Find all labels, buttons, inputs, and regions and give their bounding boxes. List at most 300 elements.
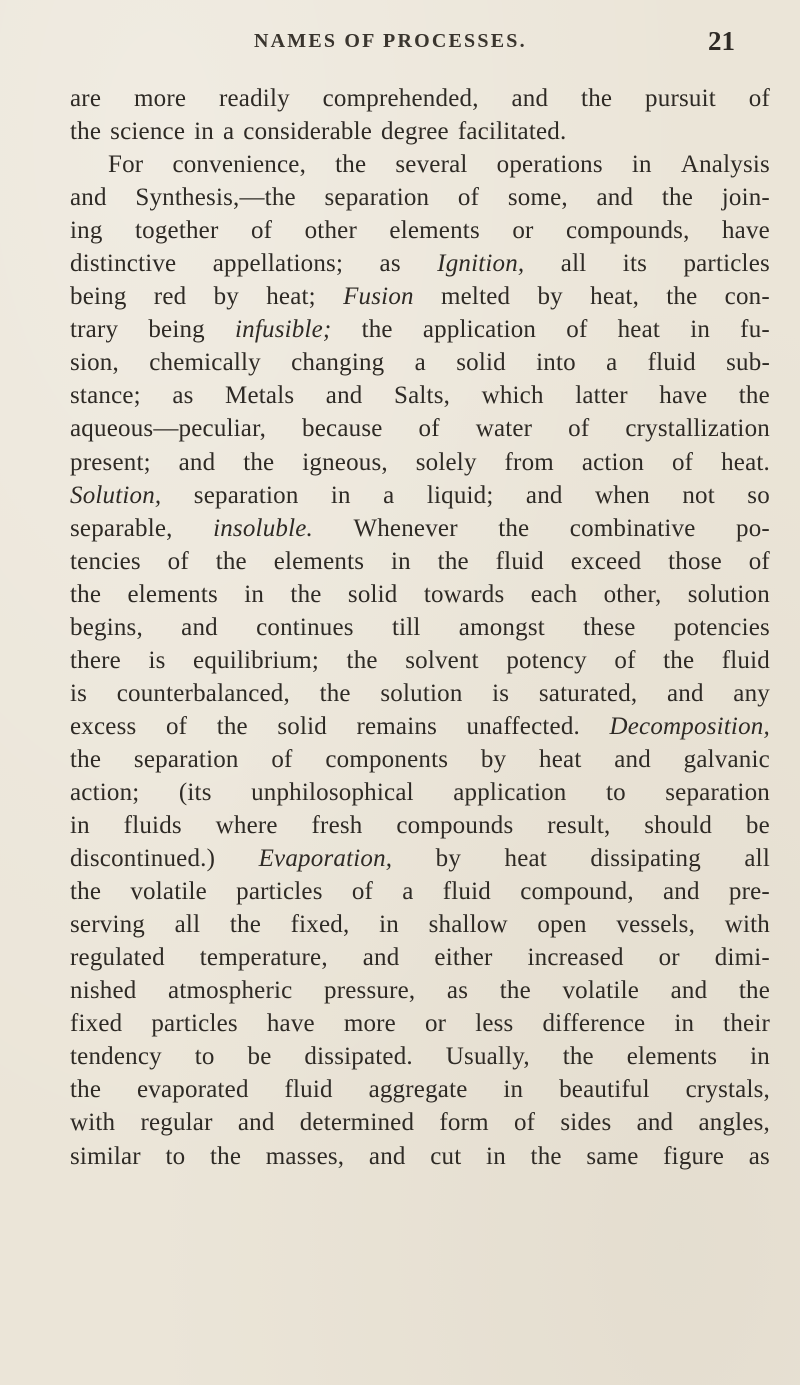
word: latter [575,382,628,410]
word: elements [273,547,365,575]
word: the [209,1142,242,1170]
word: exceed [570,547,642,575]
word: fluid [495,547,544,575]
word: regular [140,1109,213,1137]
text-line [70,1040,770,1073]
word: the [70,580,102,608]
word: and [178,448,216,476]
word: or [424,1010,447,1038]
word: vessels, [616,911,696,939]
word: operations [496,151,603,179]
word: other [304,217,357,245]
text-line [70,677,770,710]
word: and [670,977,708,1005]
word: some, [507,184,568,212]
word: heat [539,745,582,773]
word: heat; [266,283,316,311]
word: heat, [590,283,640,311]
word: open [537,911,587,939]
word: to [605,778,626,806]
text-line [70,1007,770,1040]
word: is [492,679,510,707]
word: Analysis [680,151,770,179]
word: sides [560,1109,612,1137]
word: towards [423,580,505,608]
word: in [330,481,351,509]
word: Fusion [343,283,414,311]
word: in [194,118,214,146]
word: there [70,646,121,674]
text-line [70,379,770,412]
running-head [0,26,800,58]
word: continues [256,613,354,641]
word: the [666,283,698,311]
word: because [302,415,383,443]
word: of [457,184,480,212]
word: in [674,1010,695,1038]
word: being [70,283,127,311]
word: these [583,613,636,641]
word: fluids [123,812,182,840]
word: and [368,1142,406,1170]
word: and [70,184,107,212]
word: the [562,1043,594,1071]
word: separable, [70,514,173,542]
text-line [70,313,770,346]
word: the [581,85,613,112]
word: the [738,382,770,410]
word: changing [291,349,385,377]
word: same [586,1142,639,1170]
text-line [70,1106,770,1139]
word: and [511,85,549,112]
word: insoluble. [213,514,313,542]
word: or [512,217,534,245]
word: sion, [70,349,119,377]
text-line [70,908,770,941]
word: temperature, [199,944,328,972]
word: with [70,1109,116,1137]
text-line [70,776,770,809]
word: and [666,679,704,707]
word: chemically [149,349,261,377]
word: compounds, [566,217,690,245]
word: readily [218,85,290,112]
word: the [663,646,695,674]
word: solid [456,349,506,377]
word: the [499,977,531,1005]
text-line [70,479,770,512]
word: the [346,646,378,674]
word: counterbalanced, [116,679,290,707]
word: begins, [70,613,143,641]
body-text [70,82,770,1173]
text-line [70,710,770,743]
word: from [504,448,554,476]
text-line [70,578,770,611]
word: solution [380,679,463,707]
word: igneous, [302,448,388,476]
word: distinctive [70,250,177,278]
word: unphilosophical [251,778,414,806]
word: appellations; [212,250,344,278]
word: and [237,1109,275,1137]
word: not [682,481,715,509]
word: either [434,944,493,972]
text-line [70,809,770,842]
word: determined [299,1109,415,1137]
word: more [133,85,187,112]
word: as [379,250,401,278]
word: cut [430,1142,462,1170]
word: are [70,85,102,112]
word: infusible; [235,316,332,344]
word: the [738,977,770,1005]
word: of [568,415,590,443]
word: a [402,878,414,906]
word: unaffected. [466,712,580,740]
word: red [153,283,187,311]
text-line [70,346,770,379]
word: fluid [721,646,770,674]
word: less [475,1010,514,1038]
word: considerable [243,118,373,146]
word: Whenever [353,514,458,542]
word: Synthesis,—the [135,184,296,212]
word: saturated, [538,679,638,707]
word: the [530,1142,562,1170]
word: separation [324,184,430,212]
word: melted [440,283,511,311]
word: the [229,911,261,939]
text-line [70,842,770,875]
word: in [70,812,90,840]
word: by [537,283,563,311]
word: where [215,812,278,840]
word: nished [70,977,137,1005]
word: their [723,1010,770,1038]
word: of [566,316,588,344]
word: all [744,845,770,873]
word: the [70,745,102,773]
word: serving [70,911,145,939]
word: separation [133,745,239,773]
word: science [110,118,186,146]
word: have [721,217,770,245]
word: in [244,580,265,608]
word: a [383,481,395,509]
word: remains [356,712,438,740]
word: being [148,316,205,344]
word: amongst [458,613,545,641]
word: with [724,911,770,939]
word: in [690,316,711,344]
word: in [486,1142,506,1170]
word: potency [506,646,587,674]
word: similar [70,1142,141,1170]
word: form [439,1109,489,1137]
word: beautiful [559,1076,650,1104]
word: difference [542,1010,646,1038]
word: of [250,217,273,245]
word: action [581,448,645,476]
word: Usually, [445,1043,530,1071]
text-line [70,214,770,247]
word: degree [381,118,449,146]
word: as [172,382,194,410]
word: convenience, [172,151,307,179]
word: more [343,1010,396,1038]
word: join- [721,184,770,212]
word: fresh [311,812,363,840]
word: in [379,911,399,939]
word: dissipated. [304,1043,413,1071]
text-line [70,974,770,1007]
word: the [243,448,275,476]
word: Metals [225,382,295,410]
word: to [165,1142,186,1170]
word: dissipating [590,845,701,873]
word: Solution, [70,481,162,509]
word: figure [663,1142,725,1170]
word: the [319,679,351,707]
word: ing [70,217,103,245]
word: crystallization [625,415,770,443]
word: excess [70,712,137,740]
word: be [247,1043,272,1071]
word: present; [70,448,151,476]
page-number: 21 [708,26,735,56]
word: of [165,712,188,740]
text-line [70,941,770,974]
word: be [745,812,770,840]
word: For [108,151,144,179]
word: aggregate [368,1076,468,1104]
word: the [361,316,393,344]
word: fixed, [290,911,350,939]
word: water [475,415,533,443]
text-line [70,412,770,445]
word: have [266,1010,315,1038]
word: particles [236,878,323,906]
word: which [481,382,544,410]
word: fluid [647,349,696,377]
word: and [181,613,218,641]
text-line [70,247,770,280]
word: fluid [284,1076,333,1104]
word: so [747,481,770,509]
word: and [596,184,634,212]
running-title: NAMES OF PROCESSES. [254,30,527,52]
word: when [595,481,650,509]
word: of [748,85,770,112]
word: by [480,745,507,773]
word: the [290,580,322,608]
word: Decomposition, [609,712,770,740]
word: particles [683,250,770,278]
word: Evaporation, [258,845,393,873]
text-line [70,545,770,578]
word: by [213,283,239,311]
word: pressure, [324,977,416,1005]
word: its [622,250,648,278]
text-line [70,611,770,644]
word: fu- [740,316,770,344]
word: several [395,151,468,179]
word: of [671,448,694,476]
word: of [418,415,440,443]
word: as [748,1142,770,1170]
word: shallow [428,911,508,939]
word: regulated [70,944,165,972]
word: galvanic [683,745,770,773]
word: each [530,580,578,608]
word: result, [547,812,611,840]
word: all [174,911,201,939]
word: particles [151,1010,238,1038]
word: of [513,1109,536,1137]
word: and [325,382,363,410]
word: heat [504,845,547,873]
text-line [70,148,770,181]
word: compound, [520,878,634,906]
word: elements [389,217,480,245]
word: fixed [70,1010,123,1038]
word: po- [736,514,770,542]
word: and [662,878,700,906]
word: atmospheric [168,977,293,1005]
word: in [750,1043,770,1071]
word: dimi- [714,944,770,972]
text-line [70,644,770,677]
word: Ignition, [437,250,525,278]
word: in [390,547,411,575]
word: other, [603,580,662,608]
word: tendency [70,1043,162,1071]
word: aqueous—peculiar, [70,415,267,443]
word: solid [277,712,327,740]
word: the [437,547,469,575]
word: elements [626,1043,718,1071]
word: the [215,547,247,575]
word: the [335,151,367,179]
word: any [733,679,770,707]
word: separation [665,778,770,806]
word: solid [347,580,398,608]
word: combinative [569,514,696,542]
word: and [362,944,400,972]
word: evaporated [137,1076,249,1104]
text-line [70,115,770,148]
word: con- [724,283,770,311]
word: stance; [70,382,141,410]
word: elements [127,580,218,608]
word: volatile [562,977,640,1005]
word: compounds [396,812,514,840]
word: of [271,745,293,773]
word: crystals, [685,1076,770,1104]
word: of [748,547,770,575]
word: discontinued.) [70,845,216,873]
word: of [167,547,189,575]
word: is [148,646,166,674]
word: of [351,878,374,906]
word: liquid; [426,481,494,509]
word: and [525,481,563,509]
word: trary [70,316,119,344]
word: those [668,547,722,575]
word: application [453,778,567,806]
word: by [435,845,462,873]
word: heat. [721,448,770,476]
text-line [70,82,770,115]
word: the [216,712,248,740]
word: facilitated. [457,118,567,146]
text-line [70,875,770,908]
word: till [391,613,421,641]
word: is [70,679,88,707]
word: pursuit [645,85,716,112]
word: pre- [728,878,770,906]
text-line [70,512,770,545]
word: and [614,745,651,773]
word: potencies [673,613,770,641]
word: solvent [405,646,479,674]
word: fluid [442,878,491,906]
word: a [414,349,426,377]
text-line [70,280,770,313]
word: separation [193,481,299,509]
word: into [536,349,576,377]
word: the [661,184,694,212]
word: action; [70,778,140,806]
word: as [446,977,469,1005]
word: comprehended, [322,85,479,112]
word: the [70,878,102,906]
word: should [644,812,713,840]
text-line [70,743,770,776]
word: heat [617,316,661,344]
word: solely [415,448,477,476]
word: Salts, [394,382,451,410]
word: solution [687,580,770,608]
word: the [498,514,530,542]
word: together [134,217,219,245]
text-line [70,446,770,479]
word: the [70,118,102,146]
word: of [614,646,636,674]
word: a [222,118,235,146]
word: application [422,316,537,344]
text-line [70,1140,770,1173]
word: equilibrium; [193,646,320,674]
text-line [70,181,770,214]
word: in [503,1076,524,1104]
word: tencies [70,547,141,575]
word: components [325,745,449,773]
word: (its [178,778,212,806]
word: and [636,1109,674,1137]
text-line [70,1073,770,1106]
word: in [631,151,652,179]
word: a [606,349,618,377]
word: masses, [265,1142,345,1170]
word: sub- [726,349,770,377]
word: angles, [698,1109,770,1137]
word: or [658,944,680,972]
word: to [194,1043,215,1071]
word: all [560,250,587,278]
